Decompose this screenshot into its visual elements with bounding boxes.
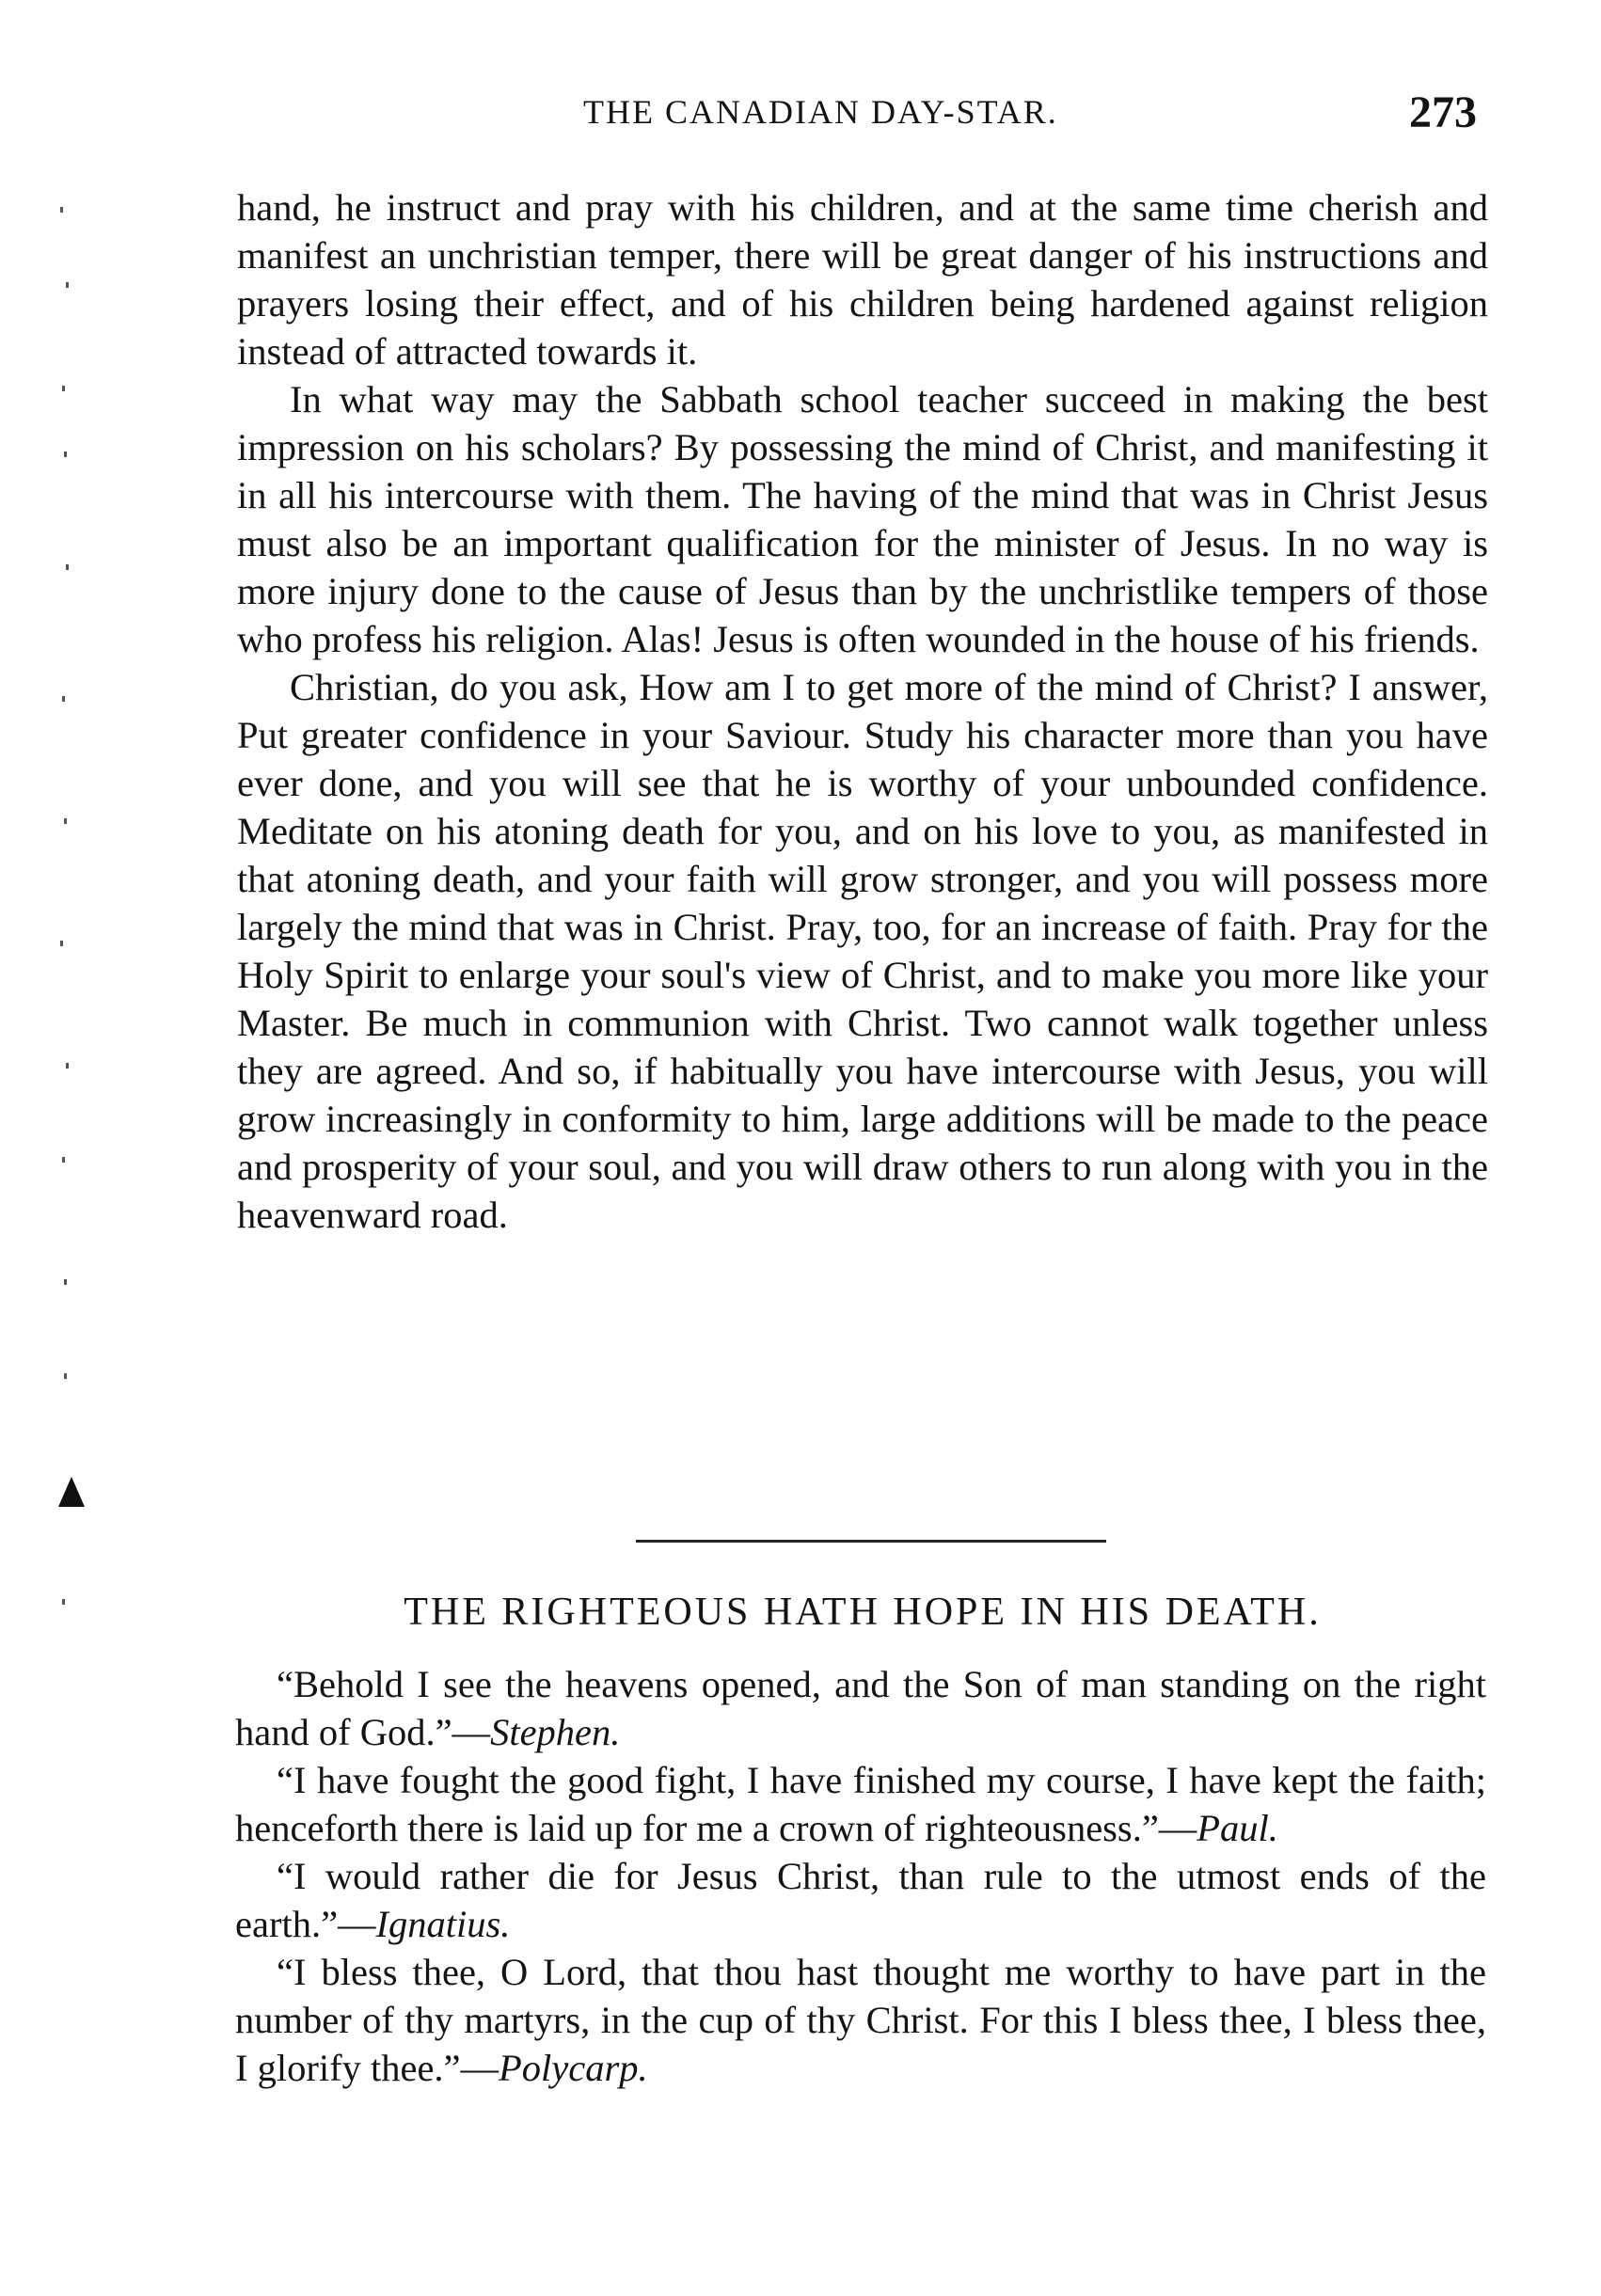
quote-item — [235, 1948, 1486, 2092]
quote-text: “I bless thee, O Lord, that thou hast thought me worthy to have part in the number of thy martyrs, in the cup of thy Christ. For this I bless thee, I bless thee, I glorify thee.”— — [235, 1951, 1486, 2089]
quote-attribution: Stephen. — [490, 1711, 621, 1753]
quote-list — [235, 1660, 1486, 2092]
article-body — [237, 183, 1488, 1239]
quote-item — [235, 1852, 1486, 1948]
paragraph-continued: hand, he instruct and pray with his children, and at the same time cherish and manifest an unchristian temper, there will be great danger of his instructions and prayers losing their effect, and of his children being hardened against religion instead of attracted towards it. — [237, 186, 1488, 372]
quote-text: “Behold I see the heavens opened, and the Son of man standing on the right hand of God.”— — [235, 1663, 1486, 1753]
quote-item — [235, 1660, 1486, 1756]
page-number: 273 — [1409, 87, 1477, 137]
margin-speck — [60, 941, 63, 946]
margin-speck — [62, 1157, 65, 1163]
paragraph: In what way may the Sabbath school teacher succeed in making the best impression on his scholars? By possessing the mind of Christ, and manifesting it in all his intercourse with them. The having of the mind that was in Christ Jesus must also be an important qualification for the minister of Jesus. In no way is more injury done to the cause of Jesus than by the unchristlike tempers of those who profess his religion. Alas! Jesus is often wounded in the house of his friends. — [237, 378, 1488, 660]
margin-speck — [64, 818, 67, 824]
quote-attribution: Paul. — [1197, 1807, 1278, 1849]
margin-speck — [62, 696, 65, 702]
quote-attribution: Polycarp. — [499, 2047, 648, 2089]
section-heading: THE RIGHTEOUS HATH HOPE IN HIS DEATH. — [404, 1591, 1322, 1634]
margin-speck — [64, 1373, 67, 1379]
quote-attribution: Ignatius. — [375, 1903, 511, 1945]
running-title: THE CANADIAN DAY-STAR. — [583, 93, 1058, 131]
running-head — [235, 87, 1486, 143]
paragraph: Christian, do you ask, How am I to get more of the mind of Christ? I answer, Put greater confidence in your Saviour. Study his character more than you have ever done, and you will see that he is worthy of your unbounded confidence. Meditate on his atoning death for you, and on his love to you, as manifested in that atoning death, and your faith will grow stronger, and you will possess more largely the mind that was in Christ. Pray, too, for an increase of faith. Pray for the Holy Spirit to enlarge your soul's view of Christ, and to make you more like your Master. Be much in communion with Christ. Two cannot walk together unless they are agreed. And so, if habitually you have intercourse with Jesus, you will grow increasingly in conformity to him, large additions will be made to the peace and prosperity of your soul, and you will draw others to run along with you in the heavenward road. — [237, 666, 1488, 1236]
margin-speck — [64, 451, 67, 457]
margin-ink-mark — [58, 1477, 85, 1507]
margin-speck — [66, 1063, 69, 1069]
margin-artifacts — [38, 169, 113, 1674]
section-divider — [636, 1540, 1106, 1543]
quote-item — [235, 1756, 1486, 1852]
margin-speck — [60, 207, 63, 213]
quote-text: “I would rather die for Jesus Christ, than rule to the utmost ends of the earth.”— — [235, 1855, 1486, 1945]
margin-speck — [66, 282, 69, 288]
margin-speck — [64, 1279, 67, 1285]
margin-speck — [66, 564, 69, 570]
quote-text: “I have fought the good fight, I have finished my course, I have kept the faith; henceforth there is laid up for me a crown of righteousness.”— — [235, 1759, 1486, 1849]
margin-speck — [62, 1599, 65, 1605]
margin-speck — [62, 386, 65, 391]
